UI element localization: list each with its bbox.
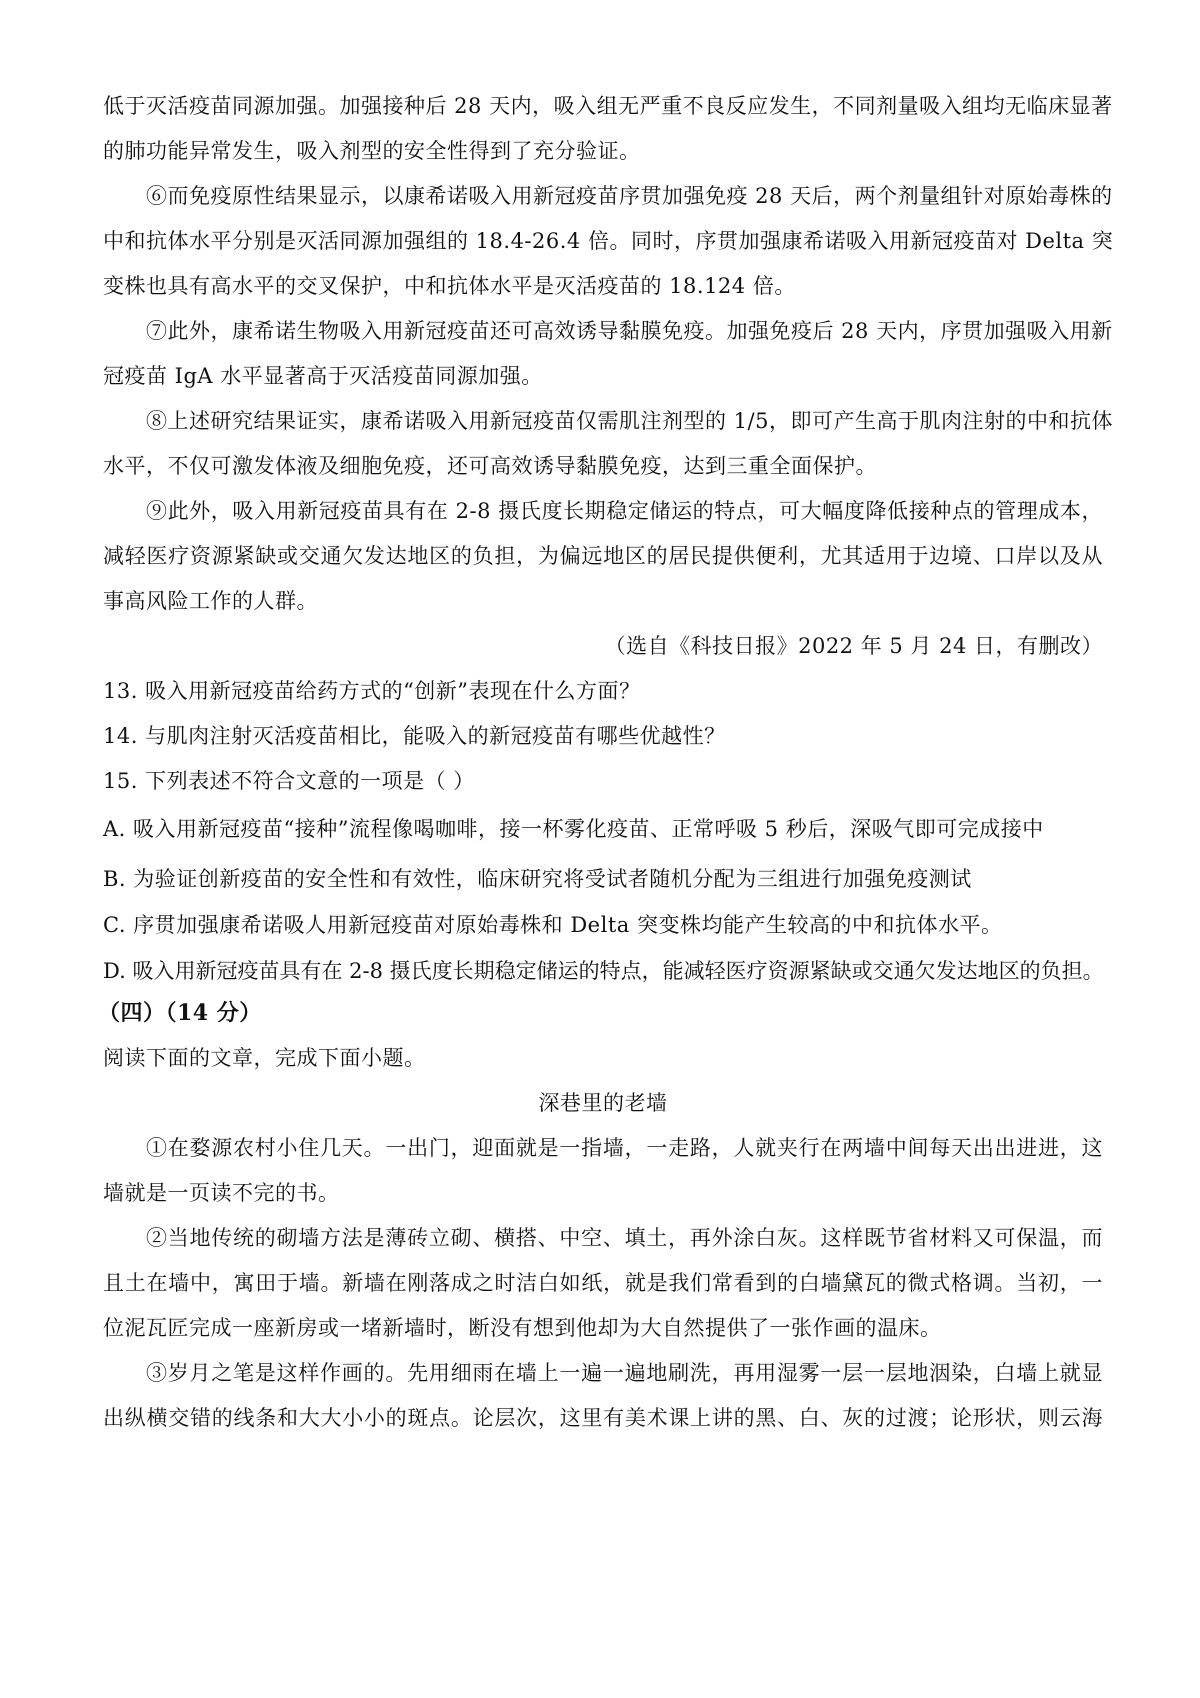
article-paragraph-1-line-2: 墙就是一页读不完的书。 bbox=[103, 1181, 340, 1205]
paragraph-7-line-1: ⑦此外，康希诺生物吸入用新冠疫苗还可高效诱导黏膜免疫。加强免疫后 28 天内，序贯加强吸入用新 bbox=[146, 319, 1113, 343]
paragraph-9-line-2: 减轻医疗资源紧缺或交通欠发达地区的负担，为偏远地区的居民提供便利，尤其适用于边境、口岸以及从 bbox=[103, 544, 1103, 568]
paragraph-6-line-2: 中和抗体水平分别是灭活同源加强组的 18.4-26.4 倍。同时，序贯加强康希诺吸入用新冠疫苗对 Delta 突 bbox=[103, 229, 1114, 253]
article-paragraph-3-line-1: ③岁月之笔是这样作画的。先用细雨在墙上一遍一遍地刷洗，再用湿雾一层一层地洇染，白墙上就显 bbox=[146, 1361, 1103, 1385]
paragraph-6-line-3: 变株也具有高水平的交叉保护，中和抗体水平是灭活疫苗的 18.124 倍。 bbox=[103, 274, 796, 298]
section-heading: （四）（14 分） bbox=[98, 1000, 262, 1026]
article-paragraph-2-line-1: ②当地传统的砌墙方法是薄砖立砌、横搭、中空、填土，再外涂白灰。这样既节省材料又可保温，而 bbox=[146, 1226, 1103, 1250]
article-paragraph-1-line-1: ①在婺源农村小住几天。一出门，迎面就是一指墙，一走路，人就夹行在两墙中间每天出出进进，这 bbox=[146, 1136, 1103, 1160]
source-citation: （选自《科技日报》2022 年 5 月 24 日，有删改） bbox=[604, 634, 1103, 658]
paragraph-8-line-1: ⑧上述研究结果证实，康希诺吸入用新冠疫苗仅需肌注剂型的 1/5，即可产生高于肌肉注射的中和抗体 bbox=[146, 409, 1113, 433]
option-c: C. 序贯加强康希诺吸人用新冠疫苗对原始毒株和 Delta 突变株均能产生较高的中和抗体水平。 bbox=[103, 913, 1003, 937]
option-d: D. 吸入用新冠疫苗具有在 2-8 摄氏度长期稳定储运的特点，能减轻医疗资源紧缺或交通欠发达地区的负担。 bbox=[103, 959, 1104, 983]
question-14: 14. 与肌肉注射灭活疫苗相比，能吸入的新冠疫苗有哪些优越性？ bbox=[103, 724, 726, 748]
paragraph-9-line-1: ⑨此外，吸入用新冠疫苗具有在 2-8 摄氏度长期稳定储运的特点，可大幅度降低接种点的管理成本， bbox=[146, 499, 1103, 523]
question-13: 13. 吸入用新冠疫苗给药方式的“创新”表现在什么方面？ bbox=[103, 679, 641, 703]
article-paragraph-3-line-2: 出纵横交错的线条和大大小小的斑点。论层次，这里有美术课上讲的黑、白、灰的过渡；论形状，则云海 bbox=[103, 1406, 1103, 1430]
paragraph-5-line-1: 低于灭活疫苗同源加强。加强接种后 28 天内，吸入组无严重不良反应发生，不同剂量吸入组均无临床显著 bbox=[103, 94, 1113, 118]
paragraph-7-line-2: 冠疫苗 IgA 水平显著高于灭活疫苗同源加强。 bbox=[103, 364, 543, 388]
article-paragraph-2-line-3: 位泥瓦匠完成一座新房或一堵新墙时，断没有想到他却为大自然提供了一张作画的温床。 bbox=[103, 1316, 942, 1340]
article-paragraph-2-line-2: 且土在墙中，寓田于墙。新墙在刚落成之时洁白如纸，就是我们常看到的白墙黛瓦的微式格调。当初，一 bbox=[103, 1271, 1103, 1295]
article-title: 深巷里的老墙 bbox=[538, 1091, 668, 1115]
paragraph-5-line-2: 的肺功能异常发生，吸入剂型的安全性得到了充分验证。 bbox=[103, 139, 641, 163]
reading-instruction: 阅读下面的文章，完成下面小题。 bbox=[103, 1046, 426, 1070]
paragraph-8-line-2: 水平，不仅可激发体液及细胞免疫，还可高效诱导黏膜免疫，达到三重全面保护。 bbox=[103, 454, 877, 478]
option-a: A. 吸入用新冠疫苗“接种”流程像喝咖啡，接一杯雾化疫苗、正常呼吸 5 秒后，深吸气即可完成接中 bbox=[103, 817, 1044, 841]
option-b: B. 为验证创新疫苗的安全性和有效性，临床研究将受试者随机分配为三组进行加强免疫测试 bbox=[103, 867, 972, 891]
paragraph-6-line-1: ⑥而免疫原性结果显示，以康希诺吸入用新冠疫苗序贯加强免疫 28 天后，两个剂量组针对原始毒株的 bbox=[146, 184, 1113, 208]
paragraph-9-line-3: 事高风险工作的人群。 bbox=[103, 589, 318, 613]
question-15: 15. 下列表述不符合文意的一项是（ ） bbox=[103, 769, 475, 793]
